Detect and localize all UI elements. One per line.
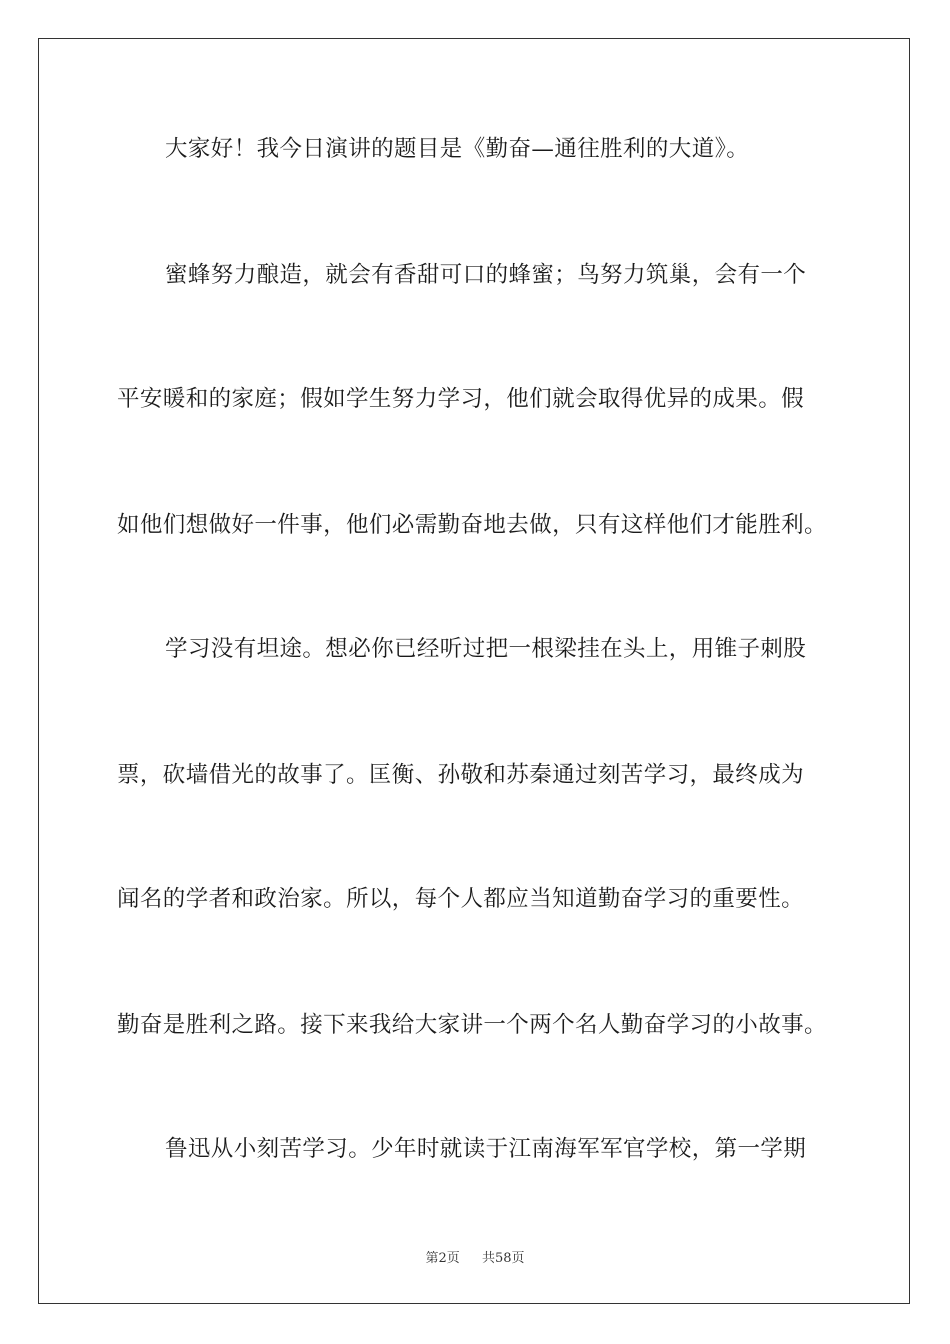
paragraph-line-8: 勤奋是胜利之路。接下来我给大家讲一个两个名人勤奋学习的小故事。 [117, 1012, 827, 1038]
paragraph-line-6: 票，砍墙借光的故事了。匡衡、孙敬和苏秦通过刻苦学习，最终成为 [117, 762, 805, 788]
paragraph-line-3: 平安暖和的家庭；假如学生努力学习，他们就会取得优异的成果。假 [117, 386, 805, 412]
paragraph-line-1: 大家好！我今日演讲的题目是《勤奋—通往胜利的大道》。 [165, 136, 750, 162]
page-footer [0, 1247, 950, 1266]
paragraph-line-5: 学习没有坦途。想必你已经听过把一根梁挂在头上，用锥子刺股 [165, 636, 807, 662]
paragraph-line-2: 蜜蜂努力酿造，就会有香甜可口的蜂蜜；鸟努力筑巢，会有一个 [165, 262, 807, 288]
paragraph-line-4: 如他们想做好一件事，他们必需勤奋地去做，只有这样他们才能胜利。 [117, 512, 827, 538]
paragraph-line-9: 鲁迅从小刻苦学习。少年时就读于江南海军军官学校，第一学期 [165, 1136, 807, 1162]
paragraph-line-7: 闻名的学者和政治家。所以，每个人都应当知道勤奋学习的重要性。 [117, 886, 805, 912]
page-border [38, 38, 910, 1304]
page-number: 第2页 [425, 1251, 460, 1266]
total-pages: 共58页 [482, 1251, 525, 1266]
